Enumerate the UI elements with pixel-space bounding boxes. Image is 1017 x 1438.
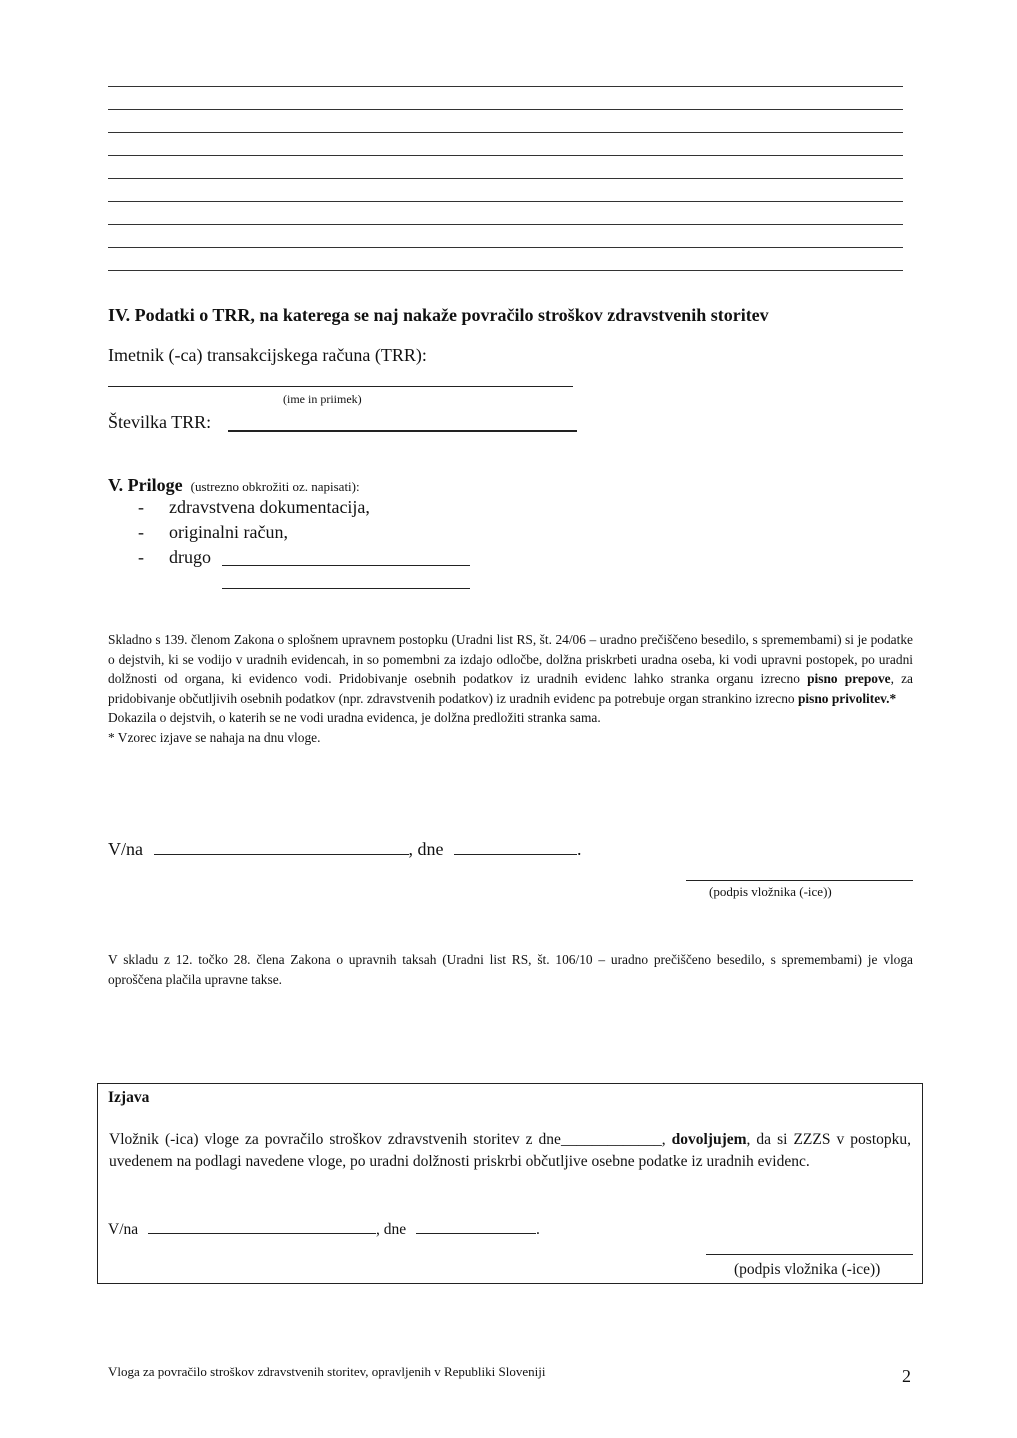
notice-text: Skladno s 139. členom Zakona o splošnem upravnem postopku (Uradni list RS, št. 24/06 – uradno prečiščeno besedilo, s spremembami) si je podatke o dejstvih, ki se vodijo v uradnih evidencah, in so pomembni za izdajo odločbe, dolžna priskrbeti uradna oseba, ki vodi upravni postopek, po uradni dolžnosti od organa, ki evidenco vodi. Pridobivanje osebnih podatkov iz uradnih evidenc lahko stranka organu izrecno (108, 632, 913, 686)
attachment-label: drugo (169, 547, 211, 567)
list-dash: - (138, 547, 144, 567)
declaration-signature-caption: (podpis vložnika (-ice)) (734, 1261, 881, 1278)
list-item[interactable] (138, 545, 370, 570)
list-item[interactable] (138, 495, 370, 520)
attachments-list (138, 495, 370, 570)
section-iv-title: IV. Podatki o TRR, na katerega se naj nakaže povračilo stroškov zdravstvenih storitev (108, 305, 769, 325)
other-attachment-field-2[interactable] (222, 588, 470, 589)
fee-notice: V skladu z 12. točko 28. člena Zakona o upravnih taksah (Uradni list RS, št. 106/10 – uradno prečiščeno besedilo, s spremembami) je vloga oproščena plačila upravne takse. (108, 952, 913, 987)
place-field[interactable] (154, 840, 409, 855)
name-caption: (ime in priimek) (283, 392, 362, 406)
notice-bold: pisno privolitev (797, 690, 887, 706)
declaration-text-start: Vložnik (-ica) vloge za povračilo stroškov zdravstvenih storitev z dne (109, 1131, 561, 1148)
ruled-line (108, 224, 903, 225)
notice-text: , za pridobivanje občutljivih osebnih podatkov (npr. zdravstvenih podatkov) iz uradnih evidenc pa potrebuje organ strankino izrecno (108, 671, 913, 706)
account-number-label: Številka TRR: (108, 412, 212, 432)
ruled-line (108, 270, 903, 271)
declaration-text: Vložnik (-ica) vloge za povračilo stroškov zdravstvenih storitev z dne_____________, dovoljujem, da si ZZZS v postopku, uvedenem na podlagi navedene vloge, po uradni dolžnosti priskrbi občutljive osebne podatke iz uradnih evidenc. (109, 1131, 911, 1170)
line-end: . (577, 839, 582, 859)
notice-bold: pisno prepove (807, 671, 891, 686)
section-v-title: V. Priloge (108, 475, 183, 495)
declaration-date-label: , dne (376, 1221, 407, 1238)
account-holder-field[interactable] (108, 386, 573, 387)
list-dash: - (138, 497, 144, 517)
declaration-signature-field[interactable] (706, 1254, 913, 1255)
other-attachment-field[interactable] (222, 565, 470, 566)
account-number-field[interactable] (228, 430, 577, 432)
attachment-label: originalni račun, (169, 522, 288, 542)
place-label: V/na (108, 839, 143, 859)
date-label: , dne (408, 839, 444, 859)
declaration-place-field[interactable] (148, 1219, 376, 1234)
list-dash: - (138, 522, 144, 542)
declaration-title: Izjava (108, 1089, 150, 1106)
notice-evidence-text: Dokazila o dejstvih, o katerih se ne vodi uradna evidenca, je dolžna predložiti stranka sama. (108, 710, 601, 725)
ruled-line (108, 86, 903, 87)
ruled-line (108, 132, 903, 133)
ruled-line (108, 247, 903, 248)
declaration-line-end: . (536, 1221, 540, 1238)
page-footer: Vloga za povračilo stroškov zdravstvenih storitev, opravljenih v Republiki Sloveniji (108, 1364, 546, 1379)
declaration-text-end: , da si ZZZS v postopku, uvedenem na podlagi navedene vloge, po uradni dolžnosti priskrbi občutljive osebne podatke iz uradnih evidenc. (109, 1131, 911, 1170)
legal-notice (108, 630, 913, 747)
place-date-line (108, 839, 582, 860)
declaration-date-field[interactable] (416, 1219, 536, 1234)
section-v-heading (108, 475, 360, 496)
date-field[interactable] (454, 840, 577, 855)
list-item[interactable] (138, 520, 370, 545)
ruled-line (108, 155, 903, 156)
ruled-line (108, 201, 903, 202)
declaration-place-label: V/na (108, 1221, 139, 1238)
declaration-consent: dovoljujem (671, 1131, 747, 1148)
declaration-date-blank[interactable]: _____________ (560, 1131, 662, 1148)
notice-star: .* (886, 690, 897, 706)
signature-field[interactable] (686, 880, 913, 881)
ruled-line (108, 109, 903, 110)
account-holder-label: Imetnik (-ca) transakcijskega računa (TRR): (108, 345, 427, 365)
signature-caption: (podpis vložnika (-ice)) (709, 884, 832, 899)
attachment-label: zdravstvena dokumentacija, (169, 497, 370, 517)
ruled-line (108, 178, 903, 179)
section-v-subtitle: (ustrezno obkrožiti oz. napisati): (190, 479, 360, 494)
declaration-box (97, 1083, 923, 1284)
declaration-place-date-line (108, 1219, 540, 1239)
notice-sample-text: * Vzorec izjave se nahaja na dnu vloge. (108, 729, 321, 745)
page-number: 2 (902, 1366, 911, 1386)
